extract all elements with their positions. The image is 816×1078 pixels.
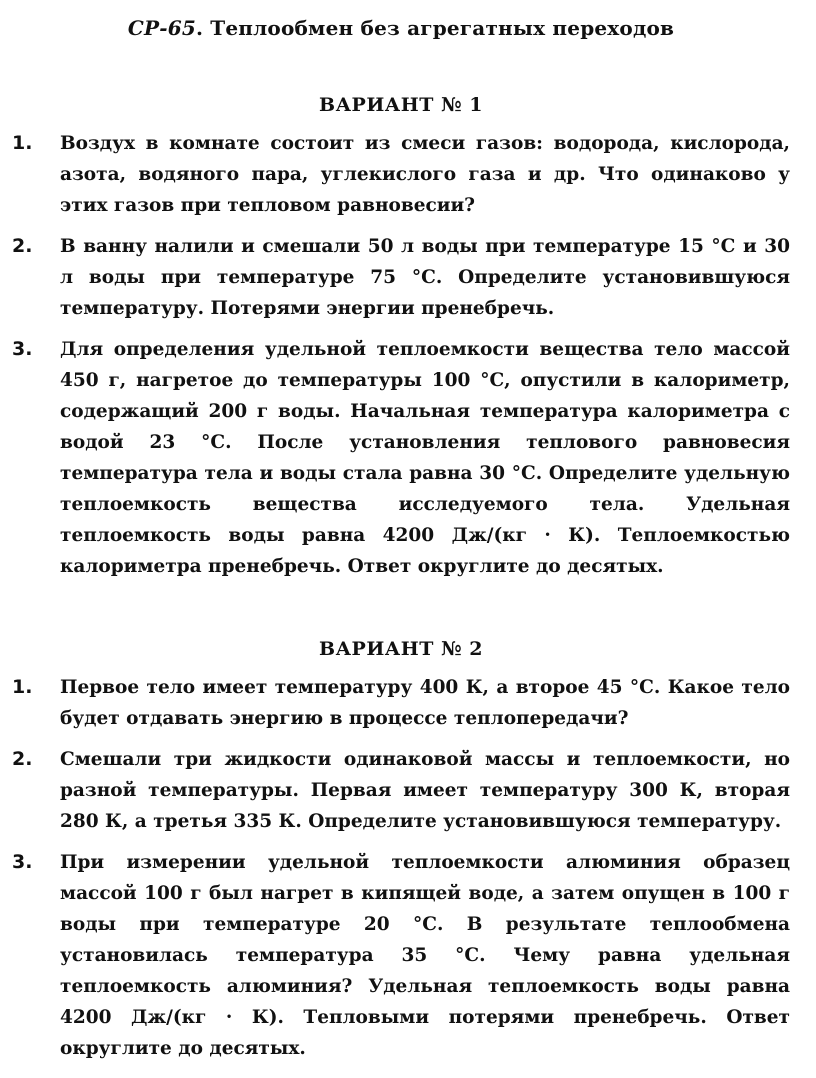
task-text: Смешали три жидкости одинаковой массы и теплоемкости, но разной температуры. Первая имеет температуру 300 К, вторая 280 К, а третья 335 К. Определите установившуюся температуру. xyxy=(60,749,790,832)
task-number: 3. xyxy=(12,338,33,360)
task-item xyxy=(12,744,790,837)
task-number: 3. xyxy=(12,851,33,873)
title-text: . Теплообмен без агрегатных переходов xyxy=(195,16,675,40)
task-number: 1. xyxy=(12,676,33,698)
task-text: Первое тело имеет температуру 400 К, а второе 45 °С. Какое тело будет отдавать энергию в процессе теплопередачи? xyxy=(60,677,790,729)
task-text: В ванну налили и смешали 50 л воды при температуре 15 °С и 30 л воды при температуре 75 °С. Определите установившуюся температуру. Потерями энергии пренебречь. xyxy=(60,236,790,319)
task-text: Для определения удельной теплоемкости вещества тело массой 450 г, нагретое до температуры 100 °С, опустили в калориметр, содержащий 200 г воды. Начальная температура калориметра с водой 23 °С. После установления теплового равновесия температура тела и воды стала равна 30 °С. Определите удельную теплоемкость вещества исследуемого тела. Удельная теплоемкость воды равна 4200 Дж/(кг · К). Теплоемкостью калориметра пренебречь. Ответ округлите до десятых. xyxy=(60,339,790,577)
variant-2-section xyxy=(12,636,790,1064)
task-number: 1. xyxy=(12,132,33,154)
task-item xyxy=(12,847,790,1064)
variant-1-heading: ВАРИАНТ № 1 xyxy=(319,94,483,116)
document-title xyxy=(12,14,790,42)
title-code: СР-65 xyxy=(127,16,196,40)
task-number: 2. xyxy=(12,235,33,257)
task-item xyxy=(12,672,790,734)
task-item xyxy=(12,231,790,324)
variant-1-section xyxy=(12,92,790,582)
task-item xyxy=(12,128,790,221)
task-number: 2. xyxy=(12,748,33,770)
section-spacer xyxy=(12,592,790,636)
task-text: Воздух в комнате состоит из смеси газов: водорода, кислорода, азота, водяного пара, углекислого газа и др. Что одинаково у этих газов при тепловом равновесии? xyxy=(60,133,790,216)
task-text: При измерении удельной теплоемкости алюминия образец массой 100 г был нагрет в кипящей воде, а затем опущен в 100 г воды при температуре 20 °С. В результате теплообмена установилась температура 35 °С. Чему равна удельная теплоемкость алюминия? Удельная теплоемкость воды равна 4200 Дж/(кг · К). Тепловыми потерями пренебречь. Ответ округлите до десятых. xyxy=(60,852,790,1059)
task-item xyxy=(12,334,790,582)
variant-1-task-list xyxy=(12,128,790,582)
variant-2-task-list xyxy=(12,672,790,1064)
variant-2-heading: ВАРИАНТ № 2 xyxy=(319,638,483,660)
